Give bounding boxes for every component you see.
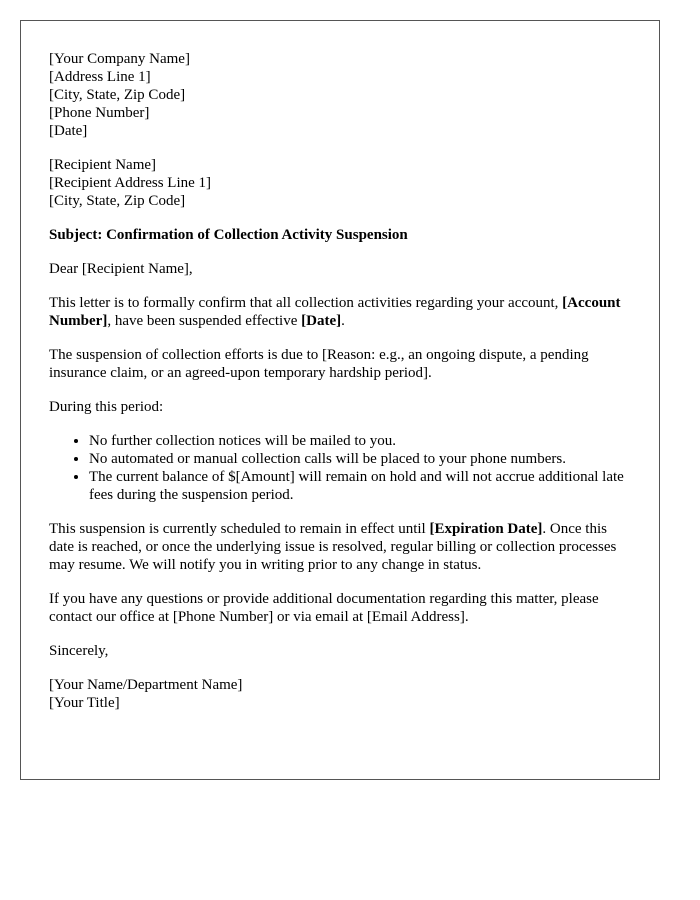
expiration-date: [Expiration Date] [429,521,543,537]
subject-line: Subject: Confirmation of Collection Activity Suspension [49,227,408,243]
closing: Sincerely, [49,643,109,659]
recipient-name: [Recipient Name] [49,157,157,173]
paragraph-expiration-text-a: This suspension is currently scheduled to remain in effect until [49,521,430,537]
paragraph-expiration [49,520,631,574]
suspension-terms-list [49,432,631,504]
paragraph-reason: The suspension of collection efforts is due to [Reason: e.g., an ongoing dispute, a pending insurance claim, or an agreed-upon temporary hardship period]. [49,347,589,381]
effective-date: [Date] [301,313,342,329]
sender-phone: [Phone Number] [49,105,150,121]
list-item: • The current balance of $[Amount] will remain on hold and will not accrue additional late fees during the suspension period. [89,468,631,504]
paragraph-confirmation [49,294,631,330]
sender-company: [Your Company Name] [49,51,190,67]
salutation: Dear [Recipient Name], [49,261,193,277]
paragraph-confirmation-text-c: . [341,313,345,329]
paragraph-confirmation-text-b: , have been suspended effective [107,313,302,329]
letter-page [20,20,660,780]
paragraph-confirmation-text-a: This letter is to formally confirm that all collection activities regarding your account, [49,295,563,311]
signature-block [49,676,631,712]
paragraph-during-period: During this period: [49,399,164,415]
paragraph-expiration-text-b: . Once this date is reached, or once the underlying issue is resolved, regular billing or collection processes may resume. We will notify you in writing prior to any change in status. [49,521,617,573]
account-number: [Account Number] [49,295,621,329]
letter-date: [Date] [49,123,88,139]
signature-name: [Your Name/Department Name] [49,677,243,693]
recipient-address-block [49,156,631,210]
recipient-address-line-1: [Recipient Address Line 1] [49,175,212,191]
list-item: • No further collection notices will be mailed to you. [89,432,631,450]
sender-address-block [49,50,631,140]
sender-city-state-zip: [City, State, Zip Code] [49,87,186,103]
signature-title: [Your Title] [49,695,120,711]
list-item: • No automated or manual collection calls will be placed to your phone numbers. [89,450,631,468]
paragraph-contact: If you have any questions or provide additional documentation regarding this matter, please contact our office at [Phone Number] or via email at [Email Address]. [49,591,599,625]
sender-address-line-1: [Address Line 1] [49,69,151,85]
recipient-city-state-zip: [City, State, Zip Code] [49,193,186,209]
